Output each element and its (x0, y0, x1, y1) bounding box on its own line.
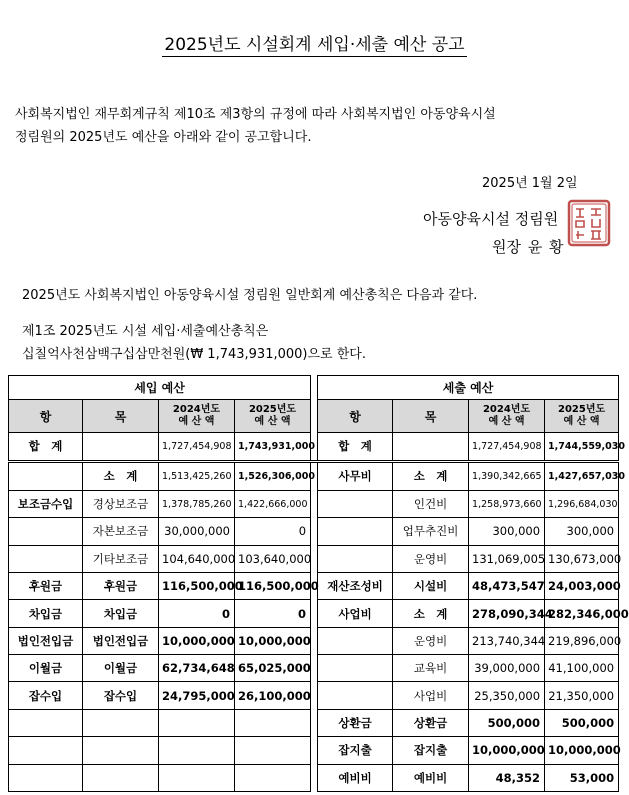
expense-mok-cell: 소 계 (393, 461, 469, 490)
expense-mok-cell: 운영비 (393, 545, 469, 572)
expense-y2024-cell: 10,000,000 (469, 737, 545, 764)
expense-col-hang: 항 (318, 400, 393, 433)
revenue-hang-cell: 후원금 (9, 573, 83, 600)
budget-summary-text: 2025년도 사회복지법인 아동양육시설 정림원 일반회계 예산총칙은 다음과 같다. (22, 288, 478, 303)
revenue-mok-cell: 경상보조금 (83, 490, 159, 517)
revenue-mok-cell: 법인전입금 (83, 627, 159, 654)
expense-mok-cell: 인건비 (393, 490, 469, 517)
expense-mok-cell: 소 계 (393, 600, 469, 627)
expense-y2025-cell: 1,296,684,030 (545, 490, 619, 517)
revenue-hang-cell: 잡수입 (9, 682, 83, 709)
expense-hang-cell: 합 계 (318, 433, 393, 462)
revenue-hang-cell (9, 764, 83, 791)
revenue-y2025-cell: 103,640,000 (235, 545, 311, 572)
expense-y2024-cell: 48,473,547 (469, 573, 545, 600)
table-gap (311, 627, 318, 654)
table-gap (311, 764, 318, 791)
revenue-col-mok: 목 (83, 400, 159, 433)
expense-mok-cell: 시설비 (393, 573, 469, 600)
document-title: 2025년도 시설회계 세입·세출 예산 공고 (164, 35, 465, 55)
expense-y2025-cell: 219,896,000 (545, 627, 619, 654)
expense-mok-cell: 잡지출 (393, 737, 469, 764)
expense-mok-cell: 운영비 (393, 627, 469, 654)
revenue-hang-cell (9, 518, 83, 545)
table-row (9, 461, 619, 490)
revenue-col-2025: 2025년도 예 산 액 (235, 400, 311, 433)
expense-hang-cell: 재산조성비 (318, 573, 393, 600)
revenue-y2024-cell: 1,513,425,260 (159, 461, 235, 490)
expense-y2025-cell: 300,000 (545, 518, 619, 545)
intro-paragraph (15, 103, 615, 149)
revenue-y2025-cell: 0 (235, 600, 311, 627)
table-gap (311, 600, 318, 627)
expense-hang-cell: 사업비 (318, 600, 393, 627)
revenue-mok-cell (83, 764, 159, 791)
expense-y2025-cell: 41,100,000 (545, 655, 619, 682)
table-gap (311, 376, 318, 400)
revenue-y2025-cell (235, 709, 311, 736)
expense-mok-cell: 상환금 (393, 709, 469, 736)
revenue-y2025-cell (235, 737, 311, 764)
revenue-hang-cell (9, 709, 83, 736)
expense-mok-cell: 교육비 (393, 655, 469, 682)
table-row (9, 764, 619, 791)
table-row (9, 433, 619, 462)
expense-hang-cell: 예비비 (318, 764, 393, 791)
revenue-y2025-cell: 1,743,931,000 (235, 433, 311, 462)
revenue-hang-cell: 차입금 (9, 600, 83, 627)
expense-y2024-cell: 500,000 (469, 709, 545, 736)
organization-name: 아동양육시설 정림원 (423, 210, 559, 228)
expense-y2025-cell: 500,000 (545, 709, 619, 736)
table-gap (311, 400, 318, 433)
table-gap (311, 518, 318, 545)
expense-y2025-cell: 21,350,000 (545, 682, 619, 709)
revenue-y2025-cell: 65,025,000 (235, 655, 311, 682)
revenue-hang-cell (9, 737, 83, 764)
revenue-col-2024: 2024년도 예 산 액 (159, 400, 235, 433)
revenue-y2024-cell (159, 709, 235, 736)
expense-y2024-cell: 25,350,000 (469, 682, 545, 709)
budget-table (8, 375, 629, 792)
revenue-mok-cell: 후원금 (83, 573, 159, 600)
announcement-date: 2025년 1월 2일 (482, 176, 578, 191)
revenue-mok-cell: 소 계 (83, 461, 159, 490)
revenue-hang-cell: 이월금 (9, 655, 83, 682)
budget-table-wrapper (8, 375, 629, 792)
official-seal-stamp (567, 199, 611, 247)
expense-y2024-cell: 48,352 (469, 764, 545, 791)
expense-y2024-cell: 1,390,342,665 (469, 461, 545, 490)
revenue-y2024-cell: 116,500,000 (159, 573, 235, 600)
revenue-mok-cell (83, 433, 159, 462)
intro-line-2: 정림원의 2025년도 예산을 아래와 같이 공고합니다. (15, 130, 312, 145)
revenue-mok-cell: 잡수입 (83, 682, 159, 709)
revenue-mok-cell (83, 709, 159, 736)
expense-hang-cell: 사무비 (318, 461, 393, 490)
revenue-y2025-cell: 10,000,000 (235, 627, 311, 654)
table-row (9, 655, 619, 682)
expense-y2024-cell: 278,090,344 (469, 600, 545, 627)
table-row (9, 545, 619, 572)
expense-hang-cell (318, 682, 393, 709)
column-header-row (9, 400, 619, 433)
table-gap (311, 682, 318, 709)
revenue-y2025-cell: 1,422,666,000 (235, 490, 311, 517)
revenue-hang-cell: 보조금수입 (9, 490, 83, 517)
table-gap (311, 655, 318, 682)
expense-mok-cell (393, 433, 469, 462)
revenue-section-title: 세입 예산 (9, 376, 311, 400)
revenue-hang-cell: 법인전입금 (9, 627, 83, 654)
expense-y2024-cell: 39,000,000 (469, 655, 545, 682)
budget-table-body (9, 433, 629, 792)
revenue-y2025-cell: 116,500,000 (235, 573, 311, 600)
revenue-mok-cell: 이월금 (83, 655, 159, 682)
revenue-y2025-cell: 0 (235, 518, 311, 545)
revenue-y2025-cell: 26,100,000 (235, 682, 311, 709)
revenue-y2024-cell: 30,000,000 (159, 518, 235, 545)
table-gap (311, 709, 318, 736)
expense-y2025-cell: 282,346,000 (545, 600, 619, 627)
expense-hang-cell (318, 627, 393, 654)
expense-y2024-cell: 213,740,344 (469, 627, 545, 654)
expense-mok-cell: 사업비 (393, 682, 469, 709)
revenue-y2024-cell: 62,734,648 (159, 655, 235, 682)
expense-hang-cell (318, 518, 393, 545)
revenue-y2024-cell: 24,795,000 (159, 682, 235, 709)
expense-y2024-cell: 300,000 (469, 518, 545, 545)
revenue-mok-cell (83, 737, 159, 764)
table-row (9, 682, 619, 709)
article-1 (22, 320, 366, 366)
table-gap (311, 737, 318, 764)
expense-hang-cell (318, 490, 393, 517)
table-row (9, 573, 619, 600)
expense-hang-cell: 상환금 (318, 709, 393, 736)
expense-hang-cell: 잡지출 (318, 737, 393, 764)
expense-y2025-cell: 1,427,657,030 (545, 461, 619, 490)
expense-section-title: 세출 예산 (318, 376, 619, 400)
table-row (9, 600, 619, 627)
revenue-col-hang: 항 (9, 400, 83, 433)
table-gap (311, 490, 318, 517)
revenue-hang-cell: 합 계 (9, 433, 83, 462)
table-row (9, 627, 619, 654)
table-gap (311, 545, 318, 572)
article-1-line-1: 제1조 2025년도 시설 세입·세출예산총칙은 (22, 324, 269, 339)
revenue-y2024-cell (159, 764, 235, 791)
expense-y2025-cell: 1,744,559,030 (545, 433, 619, 462)
expense-col-2024: 2024년도 예 산 액 (469, 400, 545, 433)
table-row (9, 709, 619, 736)
intro-line-1: 사회복지법인 재무회계규칙 제10조 제3항의 규정에 따라 사회복지법인 아동양육시설 (15, 107, 496, 122)
expense-mok-cell: 예비비 (393, 764, 469, 791)
expense-mok-cell: 업무추진비 (393, 518, 469, 545)
revenue-hang-cell (9, 461, 83, 490)
revenue-mok-cell: 차입금 (83, 600, 159, 627)
table-row (9, 737, 619, 764)
director-name: 원장 윤 황 (492, 238, 564, 256)
revenue-hang-cell (9, 545, 83, 572)
expense-y2025-cell: 10,000,000 (545, 737, 619, 764)
revenue-y2025-cell (235, 764, 311, 791)
expense-hang-cell (318, 545, 393, 572)
table-row (9, 490, 619, 517)
revenue-y2025-cell: 1,526,306,000 (235, 461, 311, 490)
revenue-y2024-cell: 0 (159, 600, 235, 627)
expense-y2024-cell: 131,069,005 (469, 545, 545, 572)
expense-col-2025: 2025년도 예 산 액 (545, 400, 619, 433)
expense-y2024-cell: 1,727,454,908 (469, 433, 545, 462)
revenue-y2024-cell: 10,000,000 (159, 627, 235, 654)
section-header-row (9, 376, 619, 400)
revenue-mok-cell: 자본보조금 (83, 518, 159, 545)
revenue-y2024-cell: 104,640,000 (159, 545, 235, 572)
article-1-line-2: 십칠억사천삼백구십삼만천원(₩ 1,743,931,000)으로 한다. (22, 347, 366, 362)
expense-col-mok: 목 (393, 400, 469, 433)
revenue-y2024-cell: 1,727,454,908 (159, 433, 235, 462)
revenue-y2024-cell (159, 737, 235, 764)
revenue-y2024-cell: 1,378,785,260 (159, 490, 235, 517)
revenue-mok-cell: 기타보조금 (83, 545, 159, 572)
expense-y2025-cell: 130,673,000 (545, 545, 619, 572)
expense-y2025-cell: 24,003,000 (545, 573, 619, 600)
expense-y2024-cell: 1,258,973,660 (469, 490, 545, 517)
expense-y2025-cell: 53,000 (545, 764, 619, 791)
expense-hang-cell (318, 655, 393, 682)
table-row (9, 518, 619, 545)
